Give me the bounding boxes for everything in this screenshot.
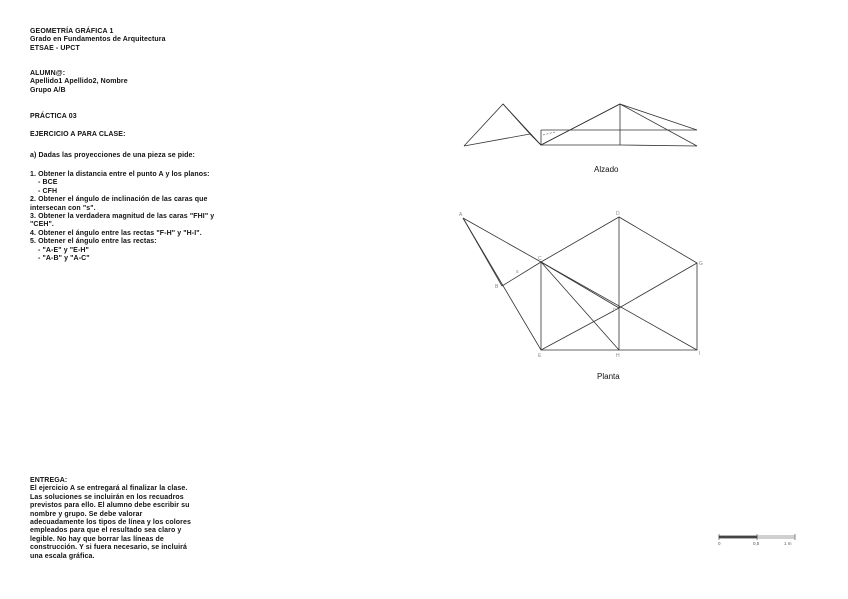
scale-bar-segment — [719, 536, 757, 538]
task-intro: a) Dadas las proyecciones de una pieza se pide: — [30, 152, 195, 159]
degree-name: Grado en Fundamentos de Arquitectura — [30, 36, 166, 44]
scale-label-0: 0 — [718, 541, 721, 546]
delivery-line: legible. No hay que borrar las líneas de — [30, 535, 164, 543]
plan-edge-e-c2 — [541, 308, 619, 350]
elevation-edge — [620, 104, 697, 130]
task-line: - BCE — [38, 179, 58, 187]
point-label-f: F — [613, 308, 617, 314]
exercise-title: EJERCICIO A PARA CLASE: — [30, 131, 126, 138]
plan-edge-f-g — [619, 263, 697, 308]
delivery-line: Las soluciones se incluirán en los recuadros — [30, 493, 184, 501]
point-label-i: I — [699, 351, 701, 357]
task-line: 4. Obtener el ángulo entre las rectas "F-H" y "H-I". — [30, 229, 202, 237]
elevation-edge — [620, 145, 697, 146]
delivery-heading: ENTREGA: — [30, 477, 68, 484]
delivery-line: una escala gráfica. — [30, 552, 95, 560]
point-label-b: B — [495, 284, 499, 290]
course-title: GEOMETRÍA GRÁFICA 1 — [30, 28, 114, 35]
point-label-c: C — [538, 256, 542, 262]
elevation-hidden-edge — [543, 132, 555, 135]
task-line: - CFH — [38, 187, 58, 195]
point-label-a: A — [459, 212, 463, 218]
practice-number: PRÁCTICA 03 — [30, 113, 77, 120]
task-line: 5. Obtener el ángulo entre las rectas: — [30, 238, 157, 246]
task-line: "CEH". — [30, 221, 54, 229]
plan-edge-c-h — [541, 262, 619, 350]
elevation-edge — [503, 104, 530, 134]
elevation-base-line — [464, 104, 620, 146]
scale-label-1m: 1 m — [784, 541, 792, 546]
point-label-h: H — [616, 353, 620, 359]
elevation-view — [464, 104, 697, 146]
task-line: - "A-B" y "A-C" — [38, 255, 90, 263]
point-label-e: E — [538, 353, 542, 359]
delivery-line: El ejercicio A se entregará al finalizar la clase. — [30, 485, 188, 493]
plan-caption: Planta — [597, 372, 620, 381]
scale-label-half: 0,5 — [753, 541, 760, 546]
plan-edge-a-b — [463, 218, 502, 286]
task-line: 1. Obtener la distancia entre el punto A y los planos: — [30, 171, 210, 178]
elevation-edge — [530, 134, 541, 145]
point-label-d: D — [616, 211, 620, 217]
student-name: Apellido1 Apellido2, Nombre — [30, 78, 128, 86]
student-heading: ALUMN@: — [30, 70, 66, 77]
elevation-caption: Alzado — [594, 165, 619, 174]
task-line: intersecan con "s". — [30, 204, 96, 212]
point-label-g: G — [699, 261, 703, 267]
school-name: ETSAE - UPCT — [30, 44, 80, 52]
delivery-line: construcción. Y si fuera necesario, se incluirá — [30, 544, 187, 552]
task-line: 3. Obtener la verdadera magnitud de las caras "FHI" y — [30, 213, 215, 221]
point-label-s: s — [516, 269, 519, 275]
graphic-scale — [719, 534, 795, 540]
delivery-line: adecuadamente los tipos de línea y los colores — [30, 519, 191, 527]
delivery-line: empleados para que el resultado sea claro y — [30, 527, 182, 535]
delivery-line: nombre y grupo. Se debe valorar — [30, 510, 143, 518]
delivery-line: previstos para ello. El alumno debe escribir su — [30, 502, 190, 510]
plan-edge-f-c — [541, 262, 619, 308]
task-line: 2. Obtener el ángulo de inclinación de las caras que — [30, 196, 208, 204]
student-group: Grupo A/B — [30, 86, 66, 94]
task-line: - "A-E" y "E-H" — [38, 246, 89, 254]
plan-edge-b-c — [502, 262, 541, 286]
